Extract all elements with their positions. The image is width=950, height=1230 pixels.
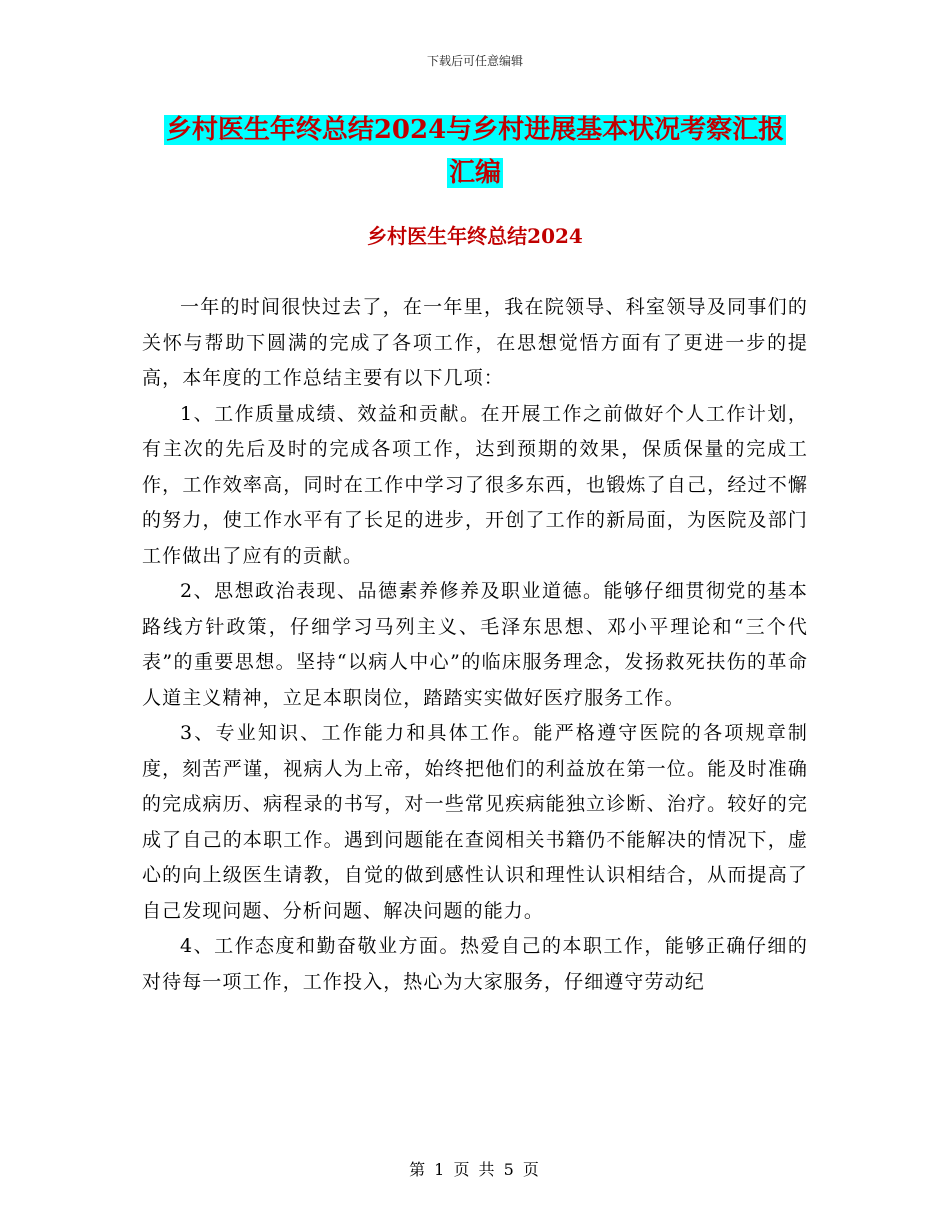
section-title: 乡村医生年终总结2024 (367, 224, 583, 248)
title-text-1: 乡村医生年终总结2024与乡村进展基本状况考察汇报 (165, 115, 785, 145)
document-title-line-1 (0, 110, 950, 150)
title-text-2: 汇编 (448, 158, 501, 188)
paragraph-1: 1、工作质量成绩、效益和贡献。在开展工作之前做好个人工作计划，有主次的先后及时的完成各项工作，达到预期的效果，保质保量的完成工作，工作效率高，同时在工作中学习了很多东西，也锻炼了自己，经过不懈的努力，使工作水平有了长足的进步，开创了工作的新局面，为医院及部门工作做出了应有的贡献。 (142, 402, 808, 567)
document-body (142, 290, 808, 1000)
paragraph-2: 2、思想政治表现、品德素养修养及职业道德。能够仔细贯彻党的基本路线方针政策，仔细学习马列主义、毛泽东思想、邓小平理论和“三个代表”的重要思想。坚持“以病人中心”的临床服务理念，发扬救死扶伤的革命人道主义精神，立足本职岗位，踏踏实实做好医疗服务工作。 (142, 580, 808, 709)
document-title-line-2 (0, 153, 950, 193)
page-number-footer: 第 1 页 共 5 页 (409, 1160, 541, 1179)
header-note: 下载后可任意编辑 (426, 54, 523, 68)
paragraph-3: 3、专业知识、工作能力和具体工作。能严格遵守医院的各项规章制度，刻苦严谨，视病人为上帝，始终把他们的利益放在第一位。能及时准确的完成病历、病程录的书写，对一些常见疾病能独立诊断、治疗。较好的完成了自己的本职工作。遇到问题能在查阅相关书籍仍不能解决的情况下，虚心的向上级医生请教，自觉的做到感性认识和理性认识相结合，从而提高了自己发现问题、分析问题、解决问题的能力。 (142, 722, 808, 922)
paragraph-4: 4、工作态度和勤奋敬业方面。热爱自己的本职工作，能够正确仔细的对待每一项工作，工作投入，热心为大家服务，仔细遵守劳动纪 (142, 935, 808, 993)
paragraph-intro: 一年的时间很快过去了，在一年里，我在院领导、科室领导及同事们的关怀与帮助下圆满的完成了各项工作，在思想觉悟方面有了更进一步的提高，本年度的工作总结主要有以下几项： (142, 296, 808, 389)
